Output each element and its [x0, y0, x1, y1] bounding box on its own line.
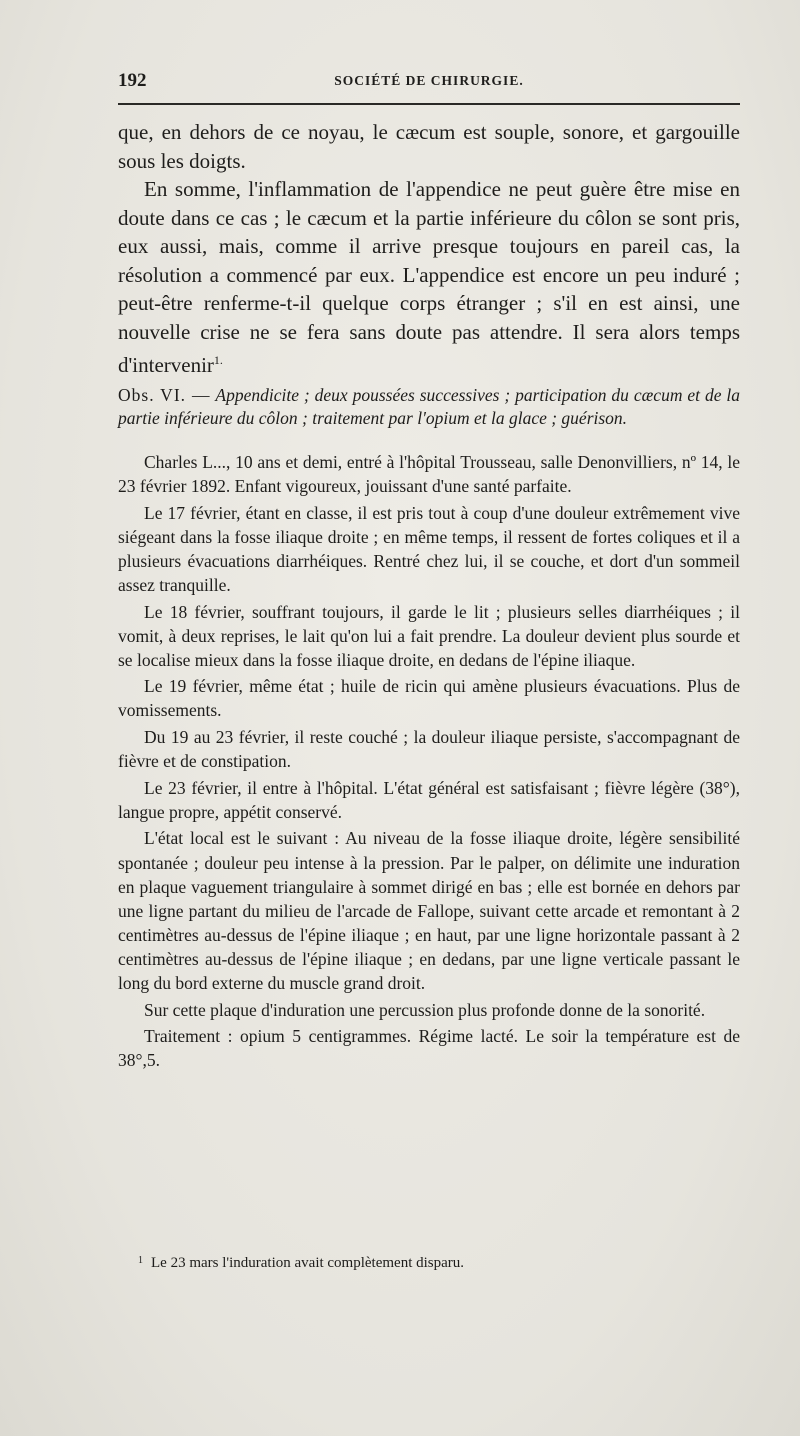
case-paragraph: Le 17 février, étant en classe, il est pris tout à coup d'une douleur extrêmement vive siégeant dans la fosse iliaque droite ; en même temps, il ressent de fortes coliques et il a plusieurs évacuations diarrhéiques. Rentré chez lui, il se couche, et dort d'un sommeil assez tranquille. — [118, 502, 740, 595]
page-number: 192 — [118, 70, 147, 91]
case-paragraph: Charles L..., 10 ans et demi, entré à l'hôpital Trousseau, salle Denonvilliers, nº 14, le 23 février 1892. Enfant vigoureux, jouissant d'une santé parfaite. — [118, 452, 740, 497]
case-paragraph: Le 18 février, souffrant toujours, il garde le lit ; plusieurs selles diarrhéiques ; il vomit, à deux reprises, le lait qu'on lui a fait prendre. La douleur devient plus sourde et se localise mieux dans la fosse iliaque droite, en dedans de l'épine iliaque. — [118, 601, 740, 670]
case-paragraph: Traitement : opium 5 centigrammes. Régime lacté. Le soir la température est de 38°,5. — [118, 1026, 740, 1071]
case-paragraph: Du 19 au 23 février, il reste couché ; la douleur iliaque persiste, s'accompagnant de fièvre et de constipation. — [118, 727, 740, 772]
case-paragraph: Le 23 février, il entre à l'hôpital. L'état général est satisfaisant ; fièvre légère (38°), langue propre, appétit conservé. — [118, 777, 740, 822]
case-paragraph: Sur cette plaque d'induration une percussion plus profonde donne de la sonorité. — [144, 999, 706, 1020]
observation-title: Appendicite ; deux poussées successives ; participation du cæcum et de la partie inférieure du côlon ; traitement par l'opium et la glace ; guérison. — [118, 385, 740, 428]
paragraph: que, en dehors de ce noyau, le cæcum est souple, sonore, et gargouille sous les doigts. — [118, 120, 740, 173]
footnote-reference: 1. — [213, 353, 223, 367]
case-report — [118, 450, 740, 1075]
case-paragraph: Le 19 février, même état ; huile de ricin qui amène plusieurs évacuations. Plus de vomissements. — [118, 676, 740, 721]
page-header — [118, 70, 740, 96]
footnote-marker: 1 — [138, 1255, 143, 1266]
observation-label: Obs. VI. — — [118, 385, 211, 405]
paragraph — [118, 175, 740, 380]
case-paragraph: L'état local est le suivant : Au niveau de la fosse iliaque droite, légère sensibilité spontanée ; douleur peu intense à la pression. Par le palper, on délimite une induration en plaque vaguement triangulaire à sommet dirigé en bas ; elle est bornée en dehors par une ligne partant du milieu de l'arcade de Fallope, suivant cette arcade et remontant à 2 centimètres au-dessus de l'épine iliaque ; en haut, par une ligne horizontale passant à 2 centimètres au-dessus de l'épine iliaque ; en dedans, par une ligne verticale passant le long du bord externe du muscle grand droit. — [118, 828, 740, 993]
footnote-text: Le 23 mars l'induration avait complètement disparu. — [151, 1255, 465, 1271]
running-title: SOCIÉTÉ DE CHIRURGIE. — [334, 73, 524, 88]
discussion-text — [118, 118, 740, 380]
paragraph-text: En somme, l'inflammation de l'appendice ne peut guère être mise en doute dans ce cas ; le cæcum et la partie inférieure du côlon se sont pris, eux aussi, mais, comme il arrive presque toujours en pareil cas, la résolution a commencé par eux. L'appendice est encore un peu induré ; peut-être renferme-t-il quelque corps étranger ; s'il en est ainsi, une nouvelle crise ne se fera sans doute pas attendre. Il sera alors temps d'intervenir — [118, 177, 740, 377]
header-rule — [118, 103, 740, 105]
observation-heading — [118, 384, 740, 430]
footnote — [138, 1251, 738, 1273]
